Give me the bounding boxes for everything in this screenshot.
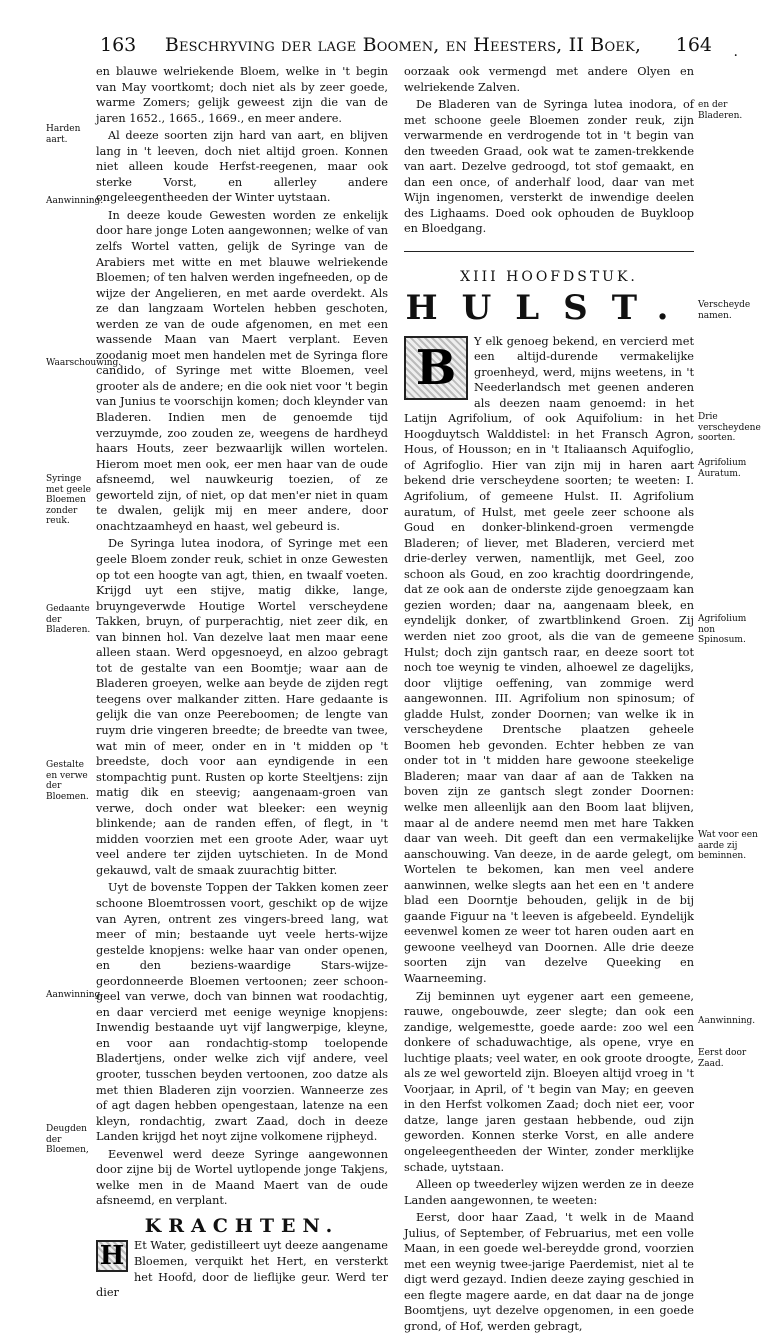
margin-note: Aanwinning. [46,990,104,1000]
running-header [100,34,712,64]
page-number-left: 163 [100,34,137,56]
paragraph: oorzaak ook vermengd met andere Olyen en welriekende Zalven. [404,65,694,94]
page-number-right: 164 [675,34,712,56]
paragraph: De Syringa lutea inodora, of Syringe met een geele Bloem zonder reuk, schiet in onze Gewesten op tot een hoogte van agt, thien, en twaalf voeten. Krijgd uyt een stijve, matig dikke, lange, bruyngeverwde Houtige Wortel verscheydene Takken, bruyn, of purperachtig, niet zeer dik, en van binnen hol. Van dezelve laat men maar eene alleen staan. Werd opgesnoeyd, en alzoo gebragt tot de gestalte van een Boomtje; waar aan de Bladeren groeyen, welke aan beyde de zijden regt teegens over malkander zitten. Hare gedaante is gelijk die van onze Peereboomen; de lengte van ruym drie vingeren breedte; de breedte van twee, wat min of meer, onder en in 't midden op 't breedste, doch voor aan eyndigende in een stompachtig punt. Rusten op korte Steeltjens: zijn matig dik en steevig; aangenaam-groen van verwe, doch onder wat bleeker: een weynig blinkende; aan de randen effen, of flegt, in 't midden voorzien met een groote Ader, waar uyt veel andere ter zijden uytschieten. In de Mond gekauwd, valt de smaak zuurachtig bitter. [96,537,388,877]
paragraph: Eerst, door haar Zaad, 't welk in de Maand Julius, of September, of Februarius, met een volle Maan, in een goede wel-bereydde grond, voorzien met een weynig twee-jarige Paerdemist, niet al te digt werd gezayd. Indien deeze zaying geschied in een flegte magere aarde, en dat daar na de jonge Boomtjens, uyt dezelve opgenomen, in een goede grond, of Hof, werden gebragt, [404,1211,694,1334]
running-title: Beschryving der lage Boomen, en Heesters, II Boek, [164,34,642,56]
drop-cap: H [96,1240,128,1272]
margin-note: Verscheyde namen. [698,300,751,321]
paragraph [96,1238,388,1300]
margin-note: Eerst door Zaad. [698,1048,747,1069]
page-mark: . [733,44,738,60]
margin-note: Syringe met geele Bloemen zonder reuk. [46,474,91,526]
paragraph: In deeze koude Gewesten worden ze enkelijk door hare jonge Loten aangewonnen; welke of van zelfs Wortel vatten, gelijk de Syringe van de Arabiers met witte en met blauwe welriekende Bloemen; of ten halven werden ingefneeden, op de wijze der Angelieren, en met aarde overdekt. Als ze dan langzaam Wortelen hebben geschoten, werden ze van de oude afgenomen, en met een wassende Maan van Maert verplant. Eeven zoodanig moet men handelen met de Syringa flore candido, of Syringe met witte Bloemen, veel grooter als de andere; en die ook niet voor 't begin van Junius te voorschijn komen; doch kleynder van Bladeren. Indien men de genoemde tijd verzuymde, zoo zouden ze, weegens de hardheyd haars Houts, zeer bezwaarlijk willen wortelen. Hierom moet men ook, eer men haar van de oude afsneemd, wel nauwkeurig toezien, of ze geworteld zijn, of niet, op dat men'er niet in quam te dwalen, gelijk mij en meer andere, door onachtzaamheyd en haast, wel gebeurd is. [96,208,388,533]
paragraph-text: Y elk genoeg bekend, en vercierd met een altijd-durende vermakelijke groenheyd, werd, mijns weetens, in 't Neederlandsch met geenen anderen als deezen naam genoemd: in het Latijn Agrifolium, of ook Aquifolium: in het Hoogduytsch Walddistel: in het Fransch Agron, Hous, of Housson; en in 't Italiaansch Aquifoglio, of Agrifoglio. Hier van zijn mij in haren aart bekend drie verscheydene soorten; te weeten: I. Agrifolium, of gemeene Hulst. II. Agrifolium auratum, of Hulst, met geele zeer schoone als Goud en donker-blinkend-groen vermengde Bladeren; of liever, met Bladeren, vercierd met drie-derley verwen, namentlijk, met Geel, zoo schoon als Goud, en zoo krachtig doordringende, dat ze ook aan de onderste zijde genoegzaam kan gezien worden; daar na, aangenaam bleek, en eyndelijk donker, of zwartblinkend Groen. Zij werden niet zoo groot, als die van de gemeene Hulst; doch zijn gantsch raar, en deeze soort tot noch toe weynig te vinden, alhoewel ze dagelijks, door vlijtige oeffening, van zommige werd aangewonnen. III. Agrifolium non spinosum; of gladde Hulst, zonder Doornen; van welke ik in verscheydene Drentsche plaatzen geheele Boomen heb gevonden. Echter hebben ze van onder tot in 't midden hare gewoone steekelige Bladeren; maar van daar af aan de Takken na boven zijn ze gantsch slegt zonder Doornen: welke men alleenlijk aan den Boom laat blijven, maar al de andere neemd men met hare Takken daar van weeh. Dit geeft dan een vermakelijke aanschouwing. Van deeze, in de aarde gelegt, om Wortelen te bekomen, kan men veel andere aanwinnen, welke slegts aan het een en 't andere blad een Doorntje behouden, gelijk in de bij gaande Figuur na 't leeven is afgebeeld. Eyndelijk eevenwel komen ze weer tot haren ouden aart en gewoone veelheyd van Doornen. Alle drie deeze soorten zijn van dezelve Queeking en Waarneeming. [404,334,694,985]
margin-note: Aanwinning. [698,1016,756,1026]
paragraph: Al deeze soorten zijn hard van aart, en blijven lang in 't leeven, doch niet altijd groen. Konnen niet alleen koude Herfst-reegenen, maar ook sterke Vorst, en allerley andere ongeleegentheeden der Winter uytstaan. [96,129,388,205]
section-heading: KRACHTEN. [144,1214,340,1237]
paragraph: De Bladeren van de Syringa lutea inodora, of met schoone geele Bloemen zonder reuk, zijn verwarmende en verdrogende tot in 't begin van den tweeden Graad, ook wat te zamen-trekkende van aart. Dezelve gedroogd, tot stof gemaakt, en dan een once, of anderhalf lood, daar van met Wijn ingenomen, versterkt de inwendige deelen des Lighaams. Doed ook ophouden de Buykloop en Bloedgang. [404,98,694,236]
paragraph: en blauwe welriekende Bloem, welke in 't begin van May voortkomt; doch niet als by zeer goede, warme Zomers; gelijk geweest zijn die van de jaren 1652., 1665., 1669., en meer andere. [96,65,388,125]
margin-note: Harden aart. [46,124,81,145]
margin-note: Gedaante der Bladeren. [46,604,91,635]
paragraph: Zij beminnen uyt eygener aart een gemeene, rauwe, ongebouwde, zeer slegte; dan ook een zandige, welgemestte, goede aarde: zoo wel een donkere of schaduwachtige, als opene, vrye en luchtige plaats; veel water, en ook groote droogte, als ze wel geworteld zijn. Bloeyen altijd vroeg in 't Voorjaar, in April, of 't begin van May; en geeven in den Herfst volkomen Zaad; doch niet eer, voor datze, lange jaren gestaan hebbende, oud zijn geworden. Konnen sterke Vorst, en alle andere ongeleegentheeden der Winter, zonder merklijke schade, uytstaan. [404,989,694,1174]
margin-note: Waarschouwing. [46,358,122,368]
chapter-divider [404,251,694,252]
chapter-title: HULST. [405,287,693,328]
drop-cap: B [404,336,468,400]
left-column [96,64,388,1303]
right-column [404,64,694,1337]
margin-note: Aanwinning. [46,196,104,206]
chapter-label: XIII HOOFDSTUK. [460,269,638,286]
margin-note: Agrifolium Auratum. [698,458,747,479]
margin-note: Agrifolium non Spinosum. [698,614,747,645]
margin-note: Wat voor een aarde zij beminnen. [698,830,758,861]
margin-note: Gestalte en verwe der Bloemen. [46,760,89,802]
paragraph: Eevenwel werd deeze Syringe aangewonnen door zijne bij de Wortel uytlopende jonge Takjens, welke men in de Maand Maert van de oude afsneemd, en verplant. [96,1147,388,1208]
margin-note: en der Bladeren. [698,100,743,121]
paragraph: Alleen op tweederley wijzen werden ze in deeze Landen aangewonnen, te weeten: [404,1178,694,1207]
margin-note: Deugden der Bloemen, [46,1124,89,1155]
paragraph: Uyt de bovenste Toppen der Takken komen zeer schoone Bloemtrossen voort, geschikt op de wijze van Ayren, ontrent zes vingers-breed lang, wat meer of min; bestaande uyt veele herts-wijze gestelde knopjens: welke haar van onder openen, en den beziens-waardige Stars-wijze-geordonneerde Bloemen vertoonen; zeer schoon-geel van verwe, doch van binnen wat roodachtig, en daar vercierd met eenige weynige knopjens: Inwendig bestaande uyt vijf langwerpige, kleyne, en voor aan rondachtig-stomp toelopende Bladertjens, onder welke zich vijf andere, veel grooter, tusschen beyden vertoonen, zoo datze als met thien Bladeren zijn voorzien. Wanneerze zes of agt dagen hebben opengestaan, latenze na een kleyn, rondachtig, zwart Zaad, doch in deeze Landen krijgd het noyt zijne volkomene rijpheyd. [96,881,388,1144]
margin-note: Drie verscheydene soorten. [698,412,761,443]
paragraph-text: Et Water, gedistilleert uyt deeze aangename Bloemen, verquikt het Hert, en versterkt het Hoofd, door de lieflijke geur. Werd ter dier [96,1239,388,1300]
paragraph [404,334,694,987]
